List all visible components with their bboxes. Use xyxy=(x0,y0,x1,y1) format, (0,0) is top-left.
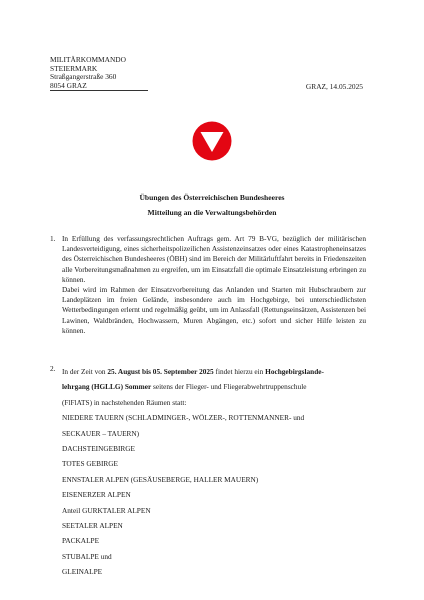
sender-address xyxy=(50,56,148,91)
area-item: SECKAUER – TAUERN) xyxy=(62,428,140,438)
document-subtitle: Mitteilung an die Verwaltungsbehörden xyxy=(147,208,277,217)
area-item: Anteil GURKTALER ALPEN xyxy=(62,505,151,515)
section-1-paragraph-2: Dabei wird im Rahmen der Einsatzvorbereitung das Anlanden und Starten mit Hubschraubern zur Landeplätzen im freien Gelände, insbesondere auch im Hochgebirge, bei unterschiedlichsten Wetterbedingungen erlernt und regelmäßig geübt, um im Anlassfall (Rettungseinsätzen, Assistenzen bei Lawinen, Waldbränden, Hochwassern, Muren Abgängen, etc.) sofort und sicher Hilfe leisten zu können. xyxy=(62,285,366,335)
sender-line-4: 8054 GRAZ xyxy=(50,82,148,92)
course-dates: 25. August bis 05. September 2025 xyxy=(107,367,214,376)
area-item: ENNSTALER ALPEN (GESÄUSEBERGE, HALLER MAUERN) xyxy=(62,474,259,484)
sender-line-2: STEIERMARK xyxy=(50,63,98,73)
section-1-paragraph-1: In Erfüllung des verfassungsrechtlichen Auftrags gem. Art 79 B-VG, bezüglich der militärischen Landesverteidigung, eines sicherheitspolizeilichen Assistenzeinsatzes oder eines Katastropheneinsatzes des Österreichischen Bundesheeres (ÖBH) sind im Bereich der Militärluftfahrt bereits in Friedenszeiten alle Vorbereitungsmaßnahmen zu ergreifen, um im Einsatzfall die optimale Einsatzleistung erbringen zu können. xyxy=(62,234,366,284)
sender-line-1: MILITÄRKOMMANDO xyxy=(50,55,126,64)
area-item: SEETALER ALPEN xyxy=(62,521,123,531)
section-1-number: 1. xyxy=(50,234,56,243)
area-item: EISENERZER ALPEN xyxy=(62,490,131,500)
area-item: DACHSTEINGEBIRGE xyxy=(62,444,135,454)
area-item: STUBALPE und xyxy=(62,551,112,561)
area-item: GLEINALPE xyxy=(62,567,103,577)
bundesheer-logo-icon xyxy=(192,121,232,161)
section-1 xyxy=(62,234,366,336)
section-2-intro-line-1: In der Zeit von 25. August bis 05. September 2025 findet hierzu ein Hochgebirgslande- xyxy=(62,367,324,376)
document-date: GRAZ, 14.05.2025 xyxy=(305,82,363,91)
section-2-number: 2. xyxy=(50,364,56,373)
area-item: PACKALPE xyxy=(62,536,100,546)
sender-line-3: Straßgangerstraße 360 xyxy=(50,72,117,82)
section-2-intro-line-3: (FlFlATS) in nachstehenden Räumen statt: xyxy=(62,397,187,407)
area-item: NIEDERE TAUERN (SCHLADMINGER-, WÖLZER-, ROTTENMANNER- und xyxy=(62,413,305,423)
course-name-part-2: lehrgang (HGLLG) Sommer xyxy=(62,382,152,392)
document-title: Übungen des Österreichischen Bundesheeres xyxy=(139,193,285,202)
section-2 xyxy=(62,364,366,580)
course-name-part-1: Hochgebirgslande- xyxy=(265,367,324,376)
area-item: TOTES GEBIRGE xyxy=(62,459,119,469)
section-2-intro-line-2: lehrgang (HGLLG) Sommer seitens der Flieger- und Fliegerabwehrtruppenschule xyxy=(62,382,307,392)
